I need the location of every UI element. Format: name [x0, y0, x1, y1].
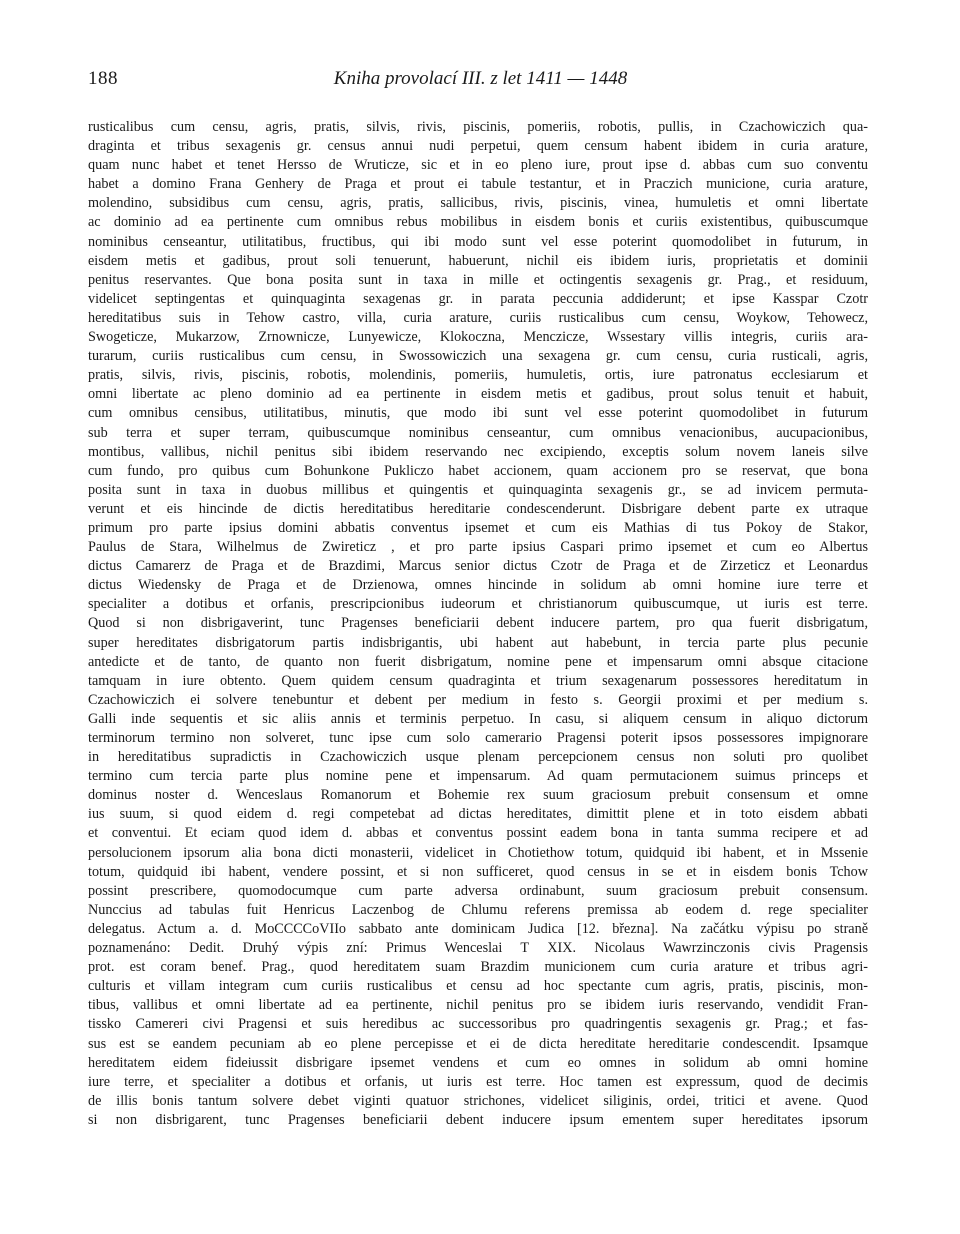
text-line: totum, quidquid ibi habent, vendere possint, et si non sufficeret, quod census in se et in eisdem bonis Tchow — [88, 863, 868, 880]
text-line: habet a domino Frana Genhery de Praga et prout ei tabule testantur, et in Praczich municione, curia arature, — [88, 176, 868, 193]
text-line: Swogeticze, Mukarzow, Zrnownicze, Lunyewicze, Klokoczna, Menczicze, Wssestary villis integris, curiis ara- — [88, 329, 868, 346]
text-line: sub terra et super terram, quibuscumque nominibus censeantur, cum omnibus venacionibus, aucupacionibus, — [88, 424, 868, 441]
text-line: in hereditatibus supradictis in Czachowiczich usque plenam percepcionem census non soluti pro quolibet — [88, 749, 868, 766]
text-line: primum pro parte ipsius domini abbatis conventus ipsemet et cum eis Mathias di tus Pokoy de Stakor, — [88, 519, 868, 536]
text-line: turarum, curiis rusticalibus cum censu, in Swossowiczich una sexagena gr. cum censu, curia rusticali, agris, — [88, 348, 868, 365]
text-line: tibus, vallibus et omni libertate ad ea pertinente, nichil penitus pro se ibidem iuris reservando, vendidit Fran- — [88, 997, 868, 1014]
text-line: hereditatibus suis in Tehow castro, villa, curia arature, curiis rusticalibus cum censu, Woykow, Tehowecz, — [88, 309, 868, 326]
text-line: delegatus. Actum a. d. MoCCCCoVIIo sabbato ante dominicam Judica [12. března]. Na začátku výpisu po straně — [88, 920, 868, 937]
text-line: quam nunc habet et tenet Hersso de Wruticze, sic et in eo pleno iure, prout ipse d. abbas cum suo conventu — [88, 157, 868, 174]
text-line: dominus noster d. Wenceslaus Romanorum et Bohemie rex suum graciosum prebuit consensum et omne — [88, 787, 868, 804]
page-number: 188 — [88, 68, 118, 89]
text-line: prot. est coram benef. Prag., quod hereditatem suam Brazdim municionem cum curia arature et tribus agri- — [88, 959, 868, 976]
text-line: Galli inde sequentis et sic aliis annis et terminis perpetuo. In casu, si aliquem censum in aliquo dictorum — [88, 710, 868, 727]
text-line: persolucionem ipsorum alia bona dicti monasterii, videlicet in Chotiethow totum, quidquid ibi habent, et in Mssenie — [88, 844, 868, 861]
text-line: de illis bonis tantum solvere debet viginti quatuor strichones, videlicet siliginis, ordei, tritici et avene. Quod — [88, 1092, 868, 1109]
running-title: Kniha provolací III. z let 1411 — 1448 — [333, 68, 628, 89]
text-line: penitus reservantes. Que bona posita sunt in taxa in mille et octingentis sexagenis gr. Prag., et residuum, — [88, 271, 868, 288]
text-line: Czachowiczich ei solvere tenebuntur et debent per medium in festo s. Georgii proximi et per medium s. — [88, 691, 868, 708]
text-line: omni libertate ac pleno dominio ad ea pertinente in eisdem metis et gadibus, prout solus tenuit et habuit, — [88, 386, 868, 403]
text-line: et conventui. Et eciam quod idem d. abbas et conventus possint eadem bona in tanta summa recipere et ad — [88, 825, 868, 842]
text-line: montibus, vallibus, nichil penitus sibi ibidem reservando nec excipiendo, exceptis solum novem laneis silve — [88, 443, 868, 460]
text-line: culturis et villam integram cum curiis rusticalibus et censu ad hoc spectante cum agris, pratis, piscinis, mon- — [88, 978, 868, 995]
text-line: specialiter a dotibus et orfanis, prescripcionibus iudeorum et christianorum quibuscumque, ut iuris est terre. — [88, 596, 868, 613]
text-line: terminorum termino non solveret, tunc ipse cum solo camerario Pragensi poterit ipsos possessores impignorare — [88, 730, 868, 746]
text-line: antedicte et de tanto, de quanto non fuerit disbrigatum, nomine pene et impensarum omni absque citacione — [88, 653, 868, 670]
text-line: possint prescribere, quomodocumque cum parte adversa ordinabunt, suum graciosum prebuit consensum. — [88, 882, 868, 899]
text-line: dictus Wiedensky de Praga et de Drzienowa, omnes hincinde in solidum ab omni homine iure terre et — [88, 577, 868, 594]
text-line: molendino, subsidibus cum censu, agris, pratis, sallicibus, rivis, piscinis, vinea, humuletis et omni libertate — [88, 195, 868, 212]
text-line: cum fundo, pro quibus cum Bohunkone Pukliczo habet accionem, quam accionem pro se reservat, que bona — [88, 462, 868, 479]
text-line: ius suum, si quod eidem d. regi competebat ad dictas hereditates, dimittit plene et in toto eisdem abbati — [88, 806, 868, 823]
text-line: tissko Camereri civi Pragensi et suis heredibus ac successoribus pro quadringentis sexagenis gr. Prag.; et fas- — [88, 1016, 868, 1033]
text-line: posita sunt in taxa in duobus millibus et quingentis et quinquaginta sexagenis gr., se ad invicem permuta- — [88, 481, 868, 498]
text-line: Quod si non disbrigaverint, tunc Pragenses beneficiarii debent inducere partem, pro qua fuerit disbrigatum, — [88, 615, 868, 632]
text-line: cum omnibus censibus, utilitatibus, minutis, que modo ibi sunt vel esse poterint quomodolibet in futurum — [88, 405, 868, 422]
text-line: termino cum tercia parte plus nomine pene et impensarum. Ad quam permutacionem suimus princeps et — [88, 768, 868, 785]
text-line: videlicet septingentas et quinquaginta sexagenas gr. in parata peccunia addiderunt; et ipse Kasspar Czotr — [88, 290, 868, 307]
text-line: super hereditates disbrigatorum partis indisbrigantis, ubi habent aut habebunt, in tercia parte plus pecunie — [88, 634, 868, 651]
text-line: iure terre, et specialiter a dotibus et orfanis, ut iuris est terre. Hoc tamen est expressum, quod de decimis — [88, 1073, 868, 1090]
text-line: si non disbrigarent, tunc Pragenses beneficiarii debent inducere ipsum ementem super hereditates ipsorum — [88, 1111, 868, 1128]
text-line: dictus Camarerz de Praga et de Brazdimi, Marcus senior dictus Czotr de Praga et de Zirzeticz et Leonardus — [88, 558, 868, 575]
text-line: poznamenáno: Dedit. Druhý výpis zní: Primus Wenceslai T XIX. Nicolaus Wawrzinczonis civis Pragensis — [88, 940, 868, 957]
text-line: ac dominio ad ea pertinente cum omnibus rebus mobilibus in eisdem bonis et curiis existentibus, quibuscumque — [88, 214, 868, 231]
text-line: nominibus censeantur, utilitatibus, fructibus, qui ibi modo sunt vel esse poterint quomodolibet in futurum, in — [88, 233, 868, 250]
text-line: rusticalibus cum censu, agris, pratis, silvis, rivis, piscinis, pomeriis, robotis, pullis, in Czachowiczich qua- — [88, 119, 868, 135]
text-line: sus est se eandem pecuniam ab eo plene percepisse et ei de dicta hereditate hereditarie condescendit. Ipsamque — [88, 1035, 868, 1052]
text-line: Paulus de Stara, Wilhelmus de Zwireticz , et pro parte ipsius Caspari primo ipsemet et cum eo Albertus — [88, 539, 868, 556]
text-line: eisdem metis et gadibus, prout soli tenuerunt, habuerunt, nichil eis ibidem iuris, proprietatis et dominii — [88, 252, 868, 269]
text-line: tamquam in iure obtento. Quem quidem censum quadraginta et trium sexagenarum possessores hereditatum in — [88, 672, 868, 689]
text-line: verunt et eis hincinde de dictis hereditatibus hereditarie condescenderunt. Disbrigare debent parte ex utraque — [88, 500, 868, 517]
body-text — [88, 118, 868, 1130]
page-header — [88, 68, 873, 98]
text-line: pratis, silvis, rivis, piscinis, robotis, molendinis, pomeriis, humuletis, ortis, iure patronatus ecclesiarum et — [88, 367, 868, 384]
text-line: draginta et tribus sexagenis gr. census annui nudi perpetui, quem censum habent ibidem in curia arature, — [88, 138, 868, 155]
text-line: Nunccius ad tabulas fuit Henricus Laczenbog de Chlumu referens premissa ab eodem d. rege specialiter — [88, 901, 868, 918]
text-line: hereditatem eidem fideiussit disbrigare ipsemet vendens et cum eo omnes in solidum ab omni homine — [88, 1054, 868, 1071]
